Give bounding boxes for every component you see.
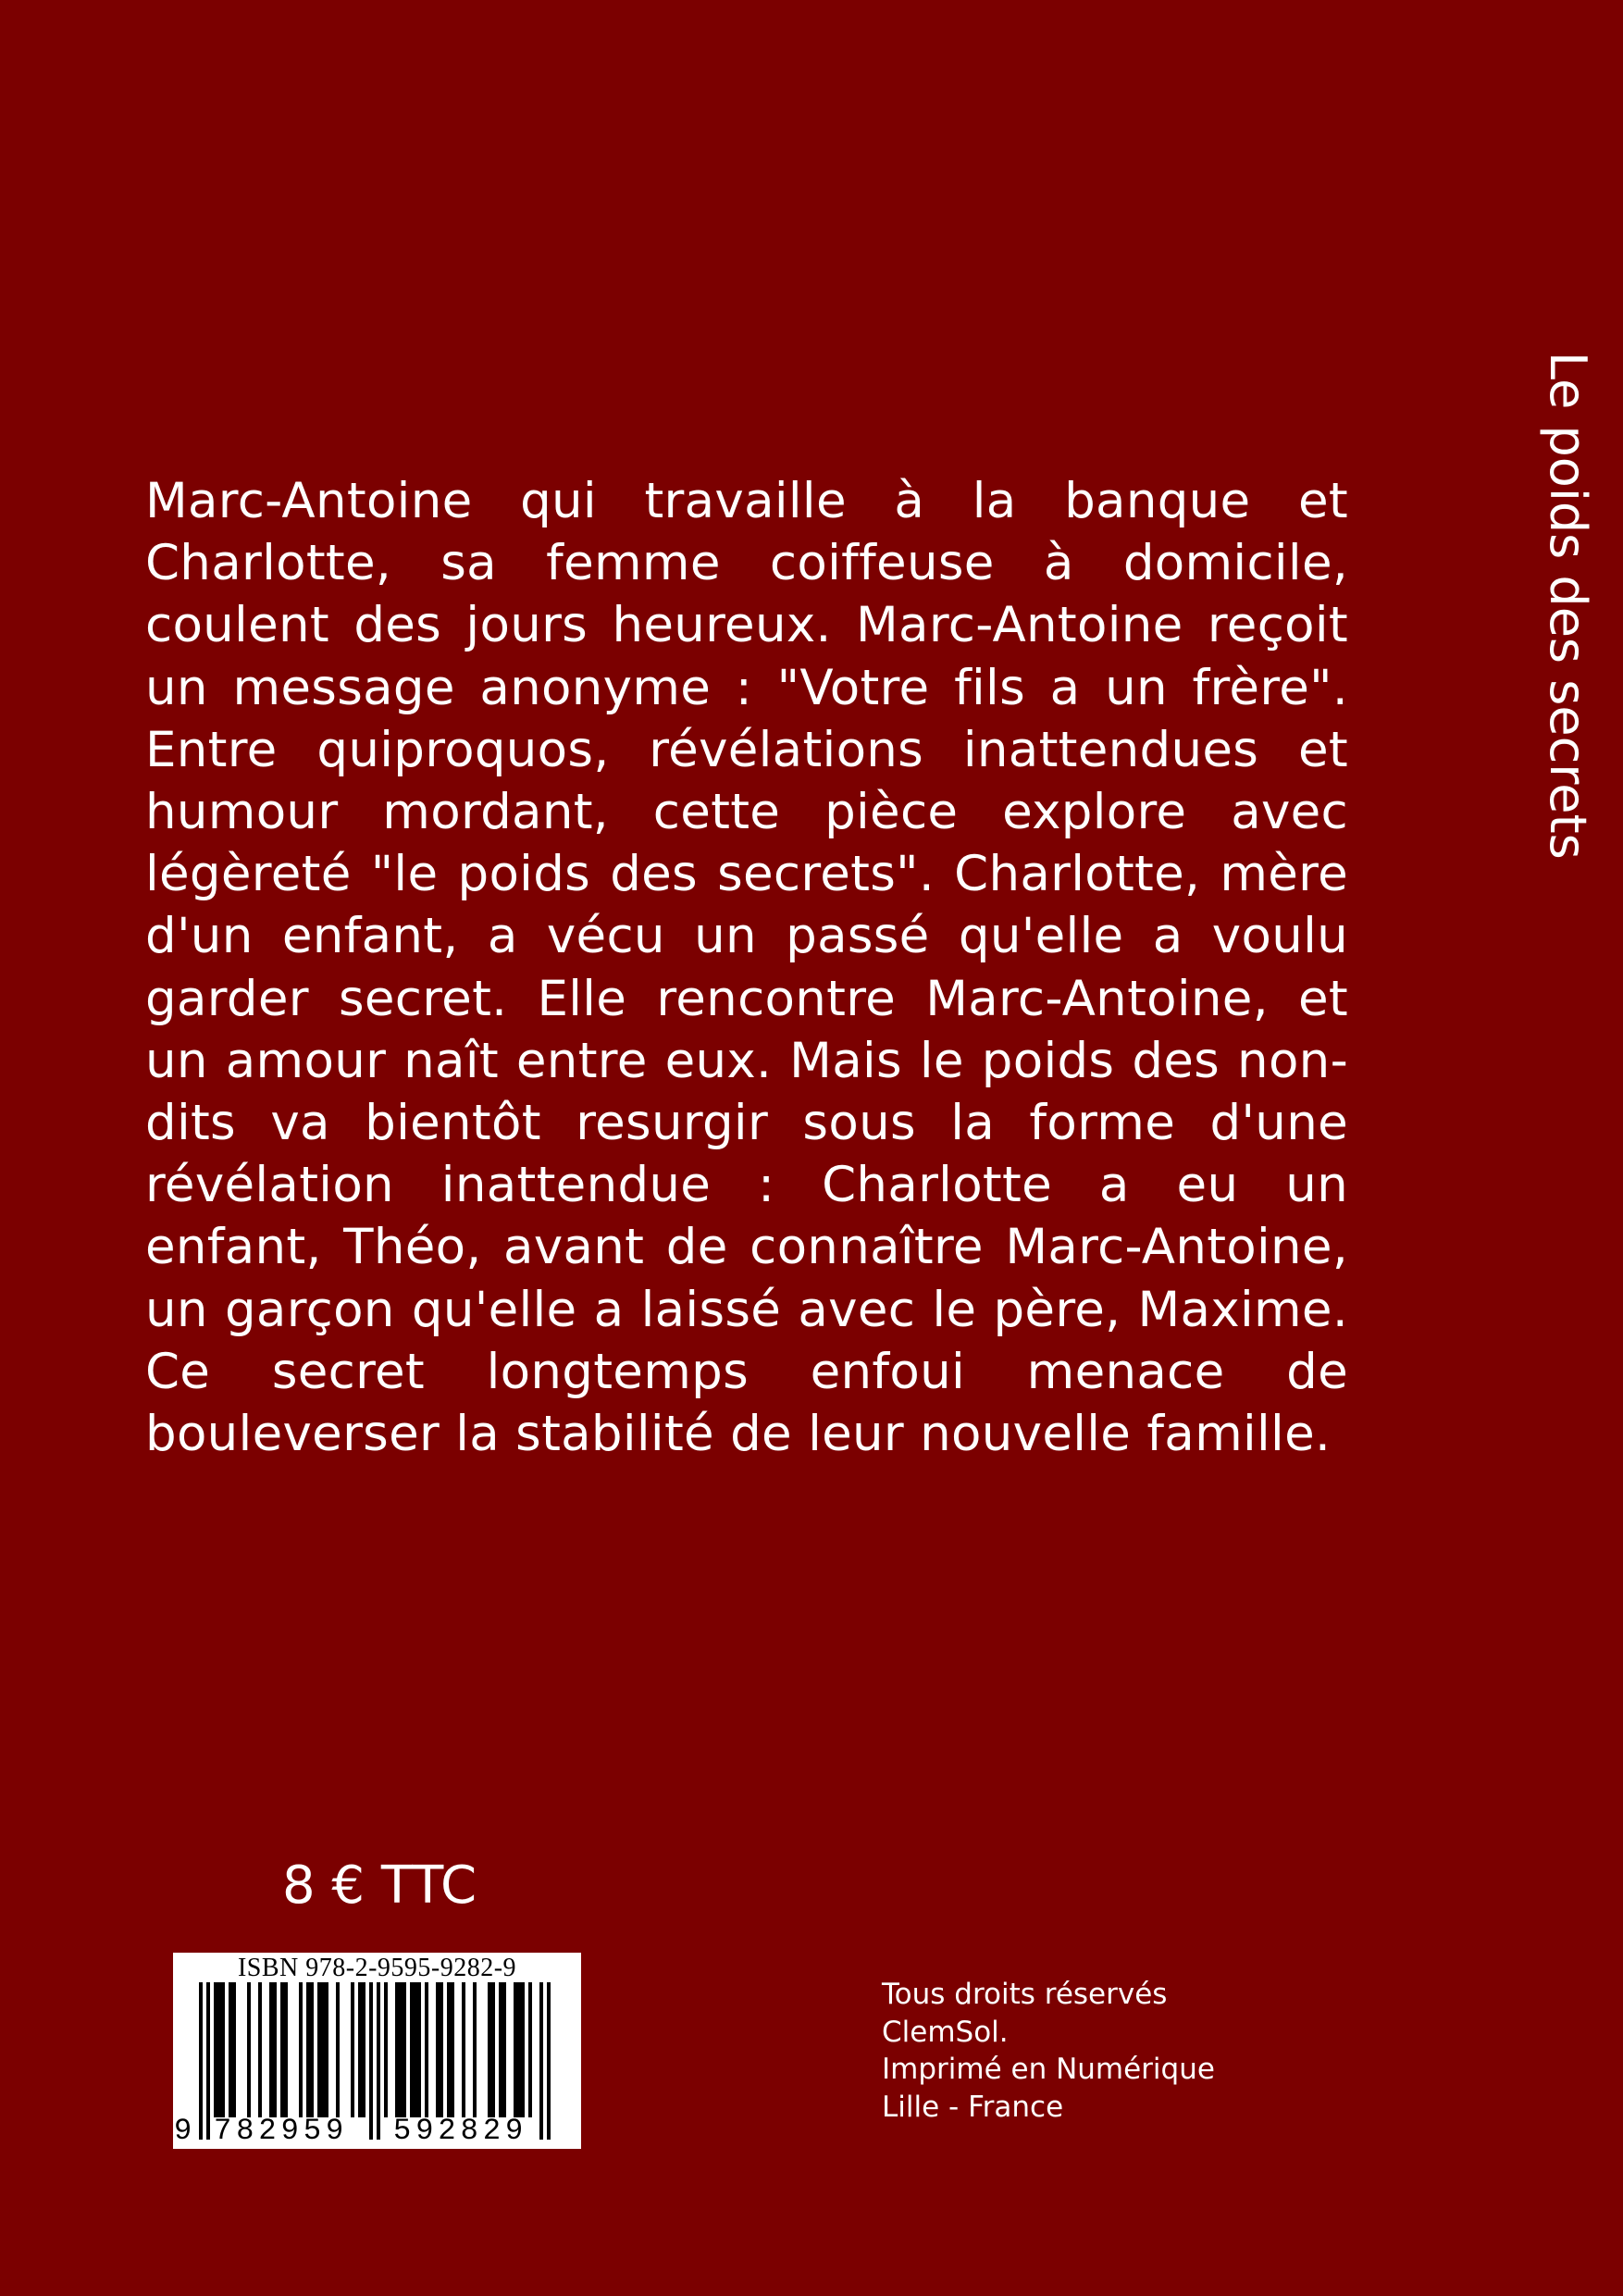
barcode-bar: [351, 1982, 354, 2117]
barcode-bar: [440, 1982, 443, 2117]
barcode-bar: [514, 1982, 517, 2117]
barcode-bar: [217, 1982, 221, 2117]
spine-title: Le poids des secrets: [1539, 352, 1597, 860]
barcode-bar: [502, 1982, 506, 2117]
barcode-bar: [306, 1982, 310, 2117]
isbn-label: ISBN 978-2-9595-9282-9: [237, 1954, 517, 1982]
barcode-bar: [488, 1982, 491, 2117]
barcode-bar: [214, 1982, 217, 2117]
barcode-bar: [491, 1982, 495, 2117]
isbn-barcode: [173, 1953, 581, 2149]
barcode-bar: [299, 1982, 303, 2117]
barcode-bar: [336, 1982, 340, 2117]
barcode-bar: [358, 1982, 362, 2117]
barcode-bar: [280, 1982, 284, 2117]
barcode-bar: [473, 1982, 477, 2117]
barcode-bar: [317, 1982, 321, 2117]
barcode-bar: [403, 1982, 406, 2117]
barcode-bar: [521, 1982, 525, 2117]
barcode-bar: [425, 1982, 428, 2117]
barcode-bar: [517, 1982, 521, 2117]
imprint-location: Lille - France: [882, 2090, 1064, 2124]
barcode-bar: [258, 1982, 262, 2117]
ean-digits: [173, 2114, 581, 2149]
barcode-bar: [247, 1982, 251, 2117]
barcode-bar: [447, 1982, 451, 2117]
imprint-printing: Imprimé en Numérique: [882, 2053, 1215, 2086]
barcode-bar: [325, 1982, 328, 2117]
barcode-bar: [362, 1982, 365, 2117]
ean-left-group: 782959: [214, 2114, 349, 2148]
barcode-bar: [451, 1982, 454, 2117]
barcode-bar: [410, 1982, 414, 2117]
barcode-bar: [395, 1982, 399, 2117]
barcode-bar: [284, 1982, 288, 2117]
barcode-bar: [414, 1982, 417, 2117]
barcode-bar: [528, 1982, 532, 2117]
barcode-bar: [232, 1982, 236, 2117]
imprint-block: [882, 1976, 1215, 2126]
barcode-bar: [499, 1982, 502, 2117]
barcode-bar: [321, 1982, 325, 2117]
ean-right-group: 592829: [393, 2114, 528, 2148]
barcode-bar: [269, 1982, 273, 2117]
barcode-bar: [462, 1982, 465, 2117]
imprint-rights: Tous droits réservés: [882, 1978, 1168, 2011]
imprint-publisher: ClemSol.: [882, 2015, 1009, 2049]
barcode-bar: [310, 1982, 314, 2117]
ean-first-digit: 9: [174, 2114, 192, 2148]
synopsis-text: Marc-Antoine qui travaille à la banque et Charlotte, sa femme coiffeuse à domicile, coulent des jours heureux. Marc-Antoine reçoit un message anonyme : "Votre fils a un frère". Entre quiproquos, révélations inattendues et humour mordant, cette pièce explore avec légèreté "le poids des secrets". Charlotte, mère d'un enfant, a vécu un passé qu'elle a voulu garder secret. Elle rencontre Marc-Antoine, et un amour naît entre eux. Mais le poids des non-dits va bientôt resurgir sous la forme d'une révélation inattendue : Charlotte a eu un enfant, Théo, avant de connaître Marc-Antoine, un garçon qu'elle a laissé avec le père, Maxime. Ce secret longtemps enfoui menace de bouleverser la stabilité de leur nouvelle famille.: [145, 473, 1348, 1463]
barcode-bar: [229, 1982, 232, 2117]
price-label: 8 € TTC: [282, 1855, 477, 1916]
barcode-bar: [436, 1982, 440, 2117]
barcode-bar: [399, 1982, 403, 2117]
barcode-bar: [417, 1982, 421, 2117]
barcode-bar: [221, 1982, 225, 2117]
barcode-bar: [384, 1982, 388, 2117]
barcode-bar: [273, 1982, 277, 2117]
